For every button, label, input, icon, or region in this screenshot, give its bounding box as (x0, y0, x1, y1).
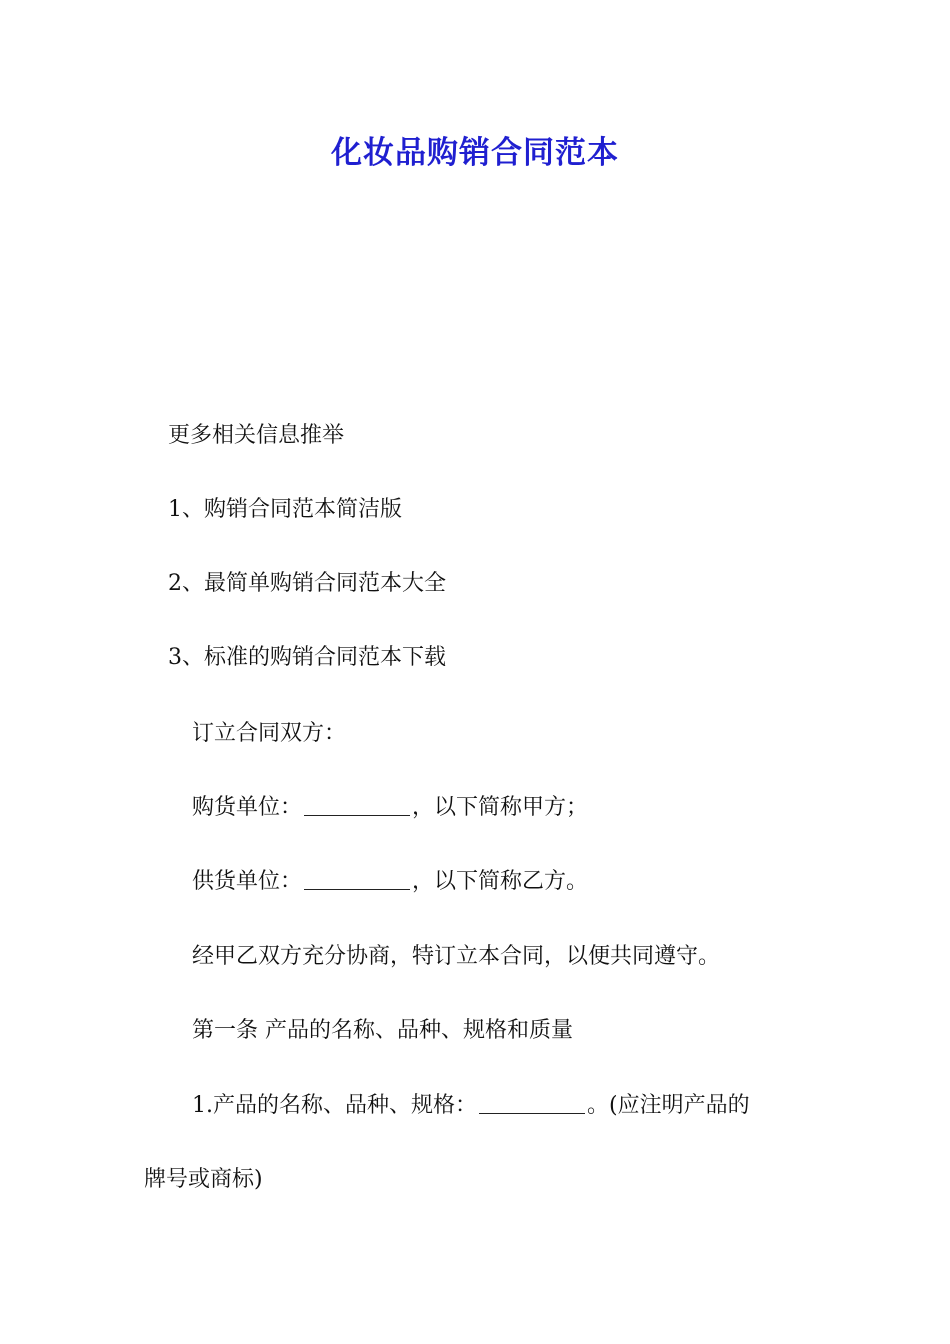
document-title: 化妆品购销合同范本 (331, 135, 619, 171)
buyer-blank (304, 791, 410, 816)
recommend-item-3[interactable]: 3、标准的购销合同范本下载 (168, 645, 446, 670)
item-1-line (192, 1086, 750, 1126)
seller-suffix: ，以下简称乙方。 (412, 869, 589, 894)
item-1-suffix: 。(应注明产品的 (587, 1093, 750, 1118)
item-1-continuation: 牌号或商标) (144, 1167, 263, 1192)
buyer-suffix: ，以下简称甲方； (412, 795, 589, 820)
recommend-heading: 更多相关信息推举 (168, 423, 345, 448)
recommend-item-2[interactable]: 2、最简单购销合同范本大全 (168, 571, 446, 596)
buyer-label: 购货单位： (192, 795, 303, 820)
parties-heading: 订立合同双方： (192, 721, 347, 746)
item-1-prefix: 1.产品的名称、品种、规格： (192, 1093, 477, 1118)
agreement-text: 经甲乙双方充分协商，特订立本合同，以便共同遵守。 (192, 944, 721, 969)
seller-label: 供货单位： (192, 869, 303, 894)
seller-blank (304, 865, 410, 890)
article-1-heading: 第一条 产品的名称、品种、规格和质量 (192, 1018, 573, 1043)
recommend-item-1[interactable]: 1、购销合同范本简洁版 (168, 497, 402, 522)
item-1-blank (479, 1089, 585, 1114)
seller-line (192, 862, 588, 902)
buyer-line (192, 788, 588, 828)
